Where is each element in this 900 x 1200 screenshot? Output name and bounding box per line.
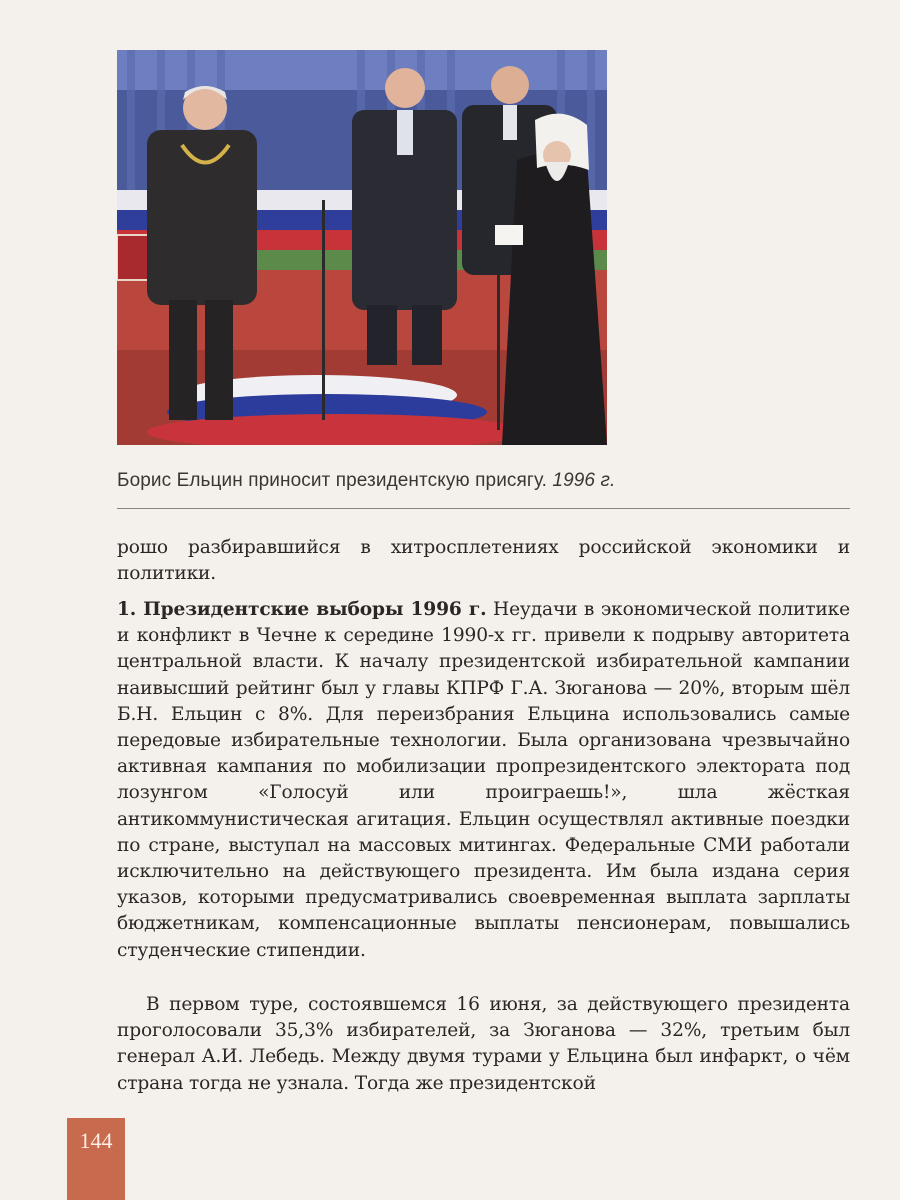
continuation-text: рошо разбиравшийся в хитросплетениях российской экономики и политики. bbox=[117, 537, 850, 585]
caption-divider bbox=[117, 508, 850, 509]
photo-illustration bbox=[117, 50, 607, 445]
page-number: 144 bbox=[79, 1128, 113, 1153]
paragraph-2-text: В первом туре, состоявшемся 16 июня, за действующего президента проголосовали 35,3% избирателей, за Зюганова — 32%, третьим был генерал А.И. Лебедь. Между двумя турами у Ельцина был инфаркт, о чём страна тогда не узнала. Тогда же президентской bbox=[117, 994, 850, 1094]
photo-caption bbox=[117, 470, 857, 492]
section-1-heading: 1. Президентские выборы 1996 г. bbox=[117, 599, 487, 620]
caption-year: 1996 г. bbox=[552, 470, 616, 491]
caption-text: Борис Ельцин приносит президентскую присягу. bbox=[117, 470, 548, 491]
continuation-paragraph bbox=[117, 535, 850, 587]
inauguration-photo bbox=[117, 50, 607, 445]
section-1-paragraph bbox=[117, 597, 850, 964]
section-1-text: Неудачи в экономической политике и конфликт в Чечне к середине 1990-х гг. привели к подрыву авторитета центральной власти. К началу президентской избирательной кампании наивысший рейтинг был у главы КПРФ Г.А. Зюганова — 20%, вторым шёл Б.Н. Ельцин с 8%. Для переизбрания Ельцина использовались самые передовые избирательные технологии. Была организована чрезвычайно активная кампания по мобилизации пропрезидентского электората под лозунгом «Голосуй или проиграешь!», шла жёсткая антикоммунистическая агитация. Ельцин осуществлял активные поездки по стране, выступал на массовых митингах. Федеральные СМИ работали исключительно на действующего президента. Им была издана серия указов, которыми предусматривались своевременная выплата зарплаты бюджетникам, компенсационные выплаты пенсионерам, повышались студенческие стипендии. bbox=[117, 599, 850, 961]
paragraph-2 bbox=[117, 992, 850, 1097]
page-number-tab bbox=[67, 1118, 125, 1200]
